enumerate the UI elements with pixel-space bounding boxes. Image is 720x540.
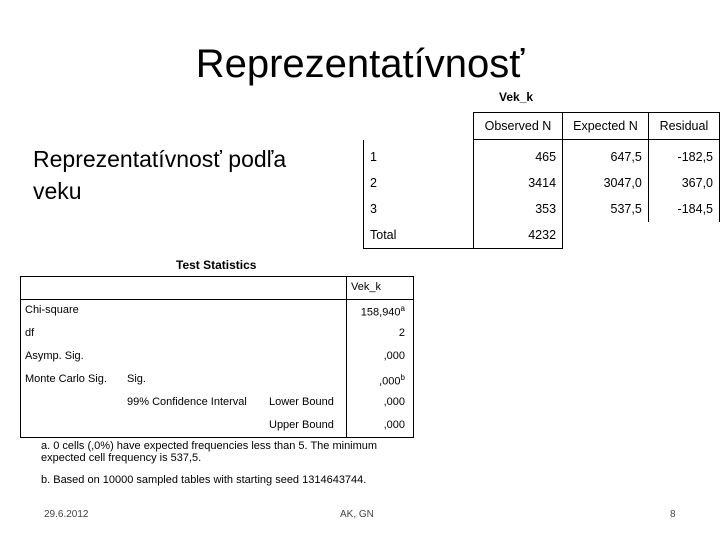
chi-square-value [361,304,405,319]
upper-bound-value: ,000 [383,419,405,431]
chi-square-label: Chi-square [25,304,79,316]
footer-page-number: 8 [670,509,676,520]
header-observed-n: Observed N [473,113,562,140]
table-row [364,170,720,196]
observed-cell: 465 [535,150,557,164]
sig-number: ,000 [379,375,401,388]
lower-bound-label: Lower Bound [269,396,334,408]
sig-label: Sig. [127,373,146,385]
lower-bound-value: ,000 [383,396,405,408]
expected-cell [563,222,649,249]
test-statistics-caption: Test Statistics [176,258,257,272]
ts-column-header: Vek_k [351,281,381,293]
table-row-total [364,222,720,249]
footnote-b: b. Based on 10000 sampled tables with starting seed 1314643744. [41,474,367,486]
header-residual: Residual [648,113,719,140]
header-divider [21,299,413,300]
confidence-interval-label: 99% Confidence Interval [127,396,247,408]
header-expected-n: Expected N [563,113,649,140]
monte-carlo-label: Monte Carlo Sig. [25,373,107,385]
observed-cell: 353 [535,202,557,216]
df-label: df [25,327,35,339]
header-corner [364,113,474,140]
test-statistics-table [20,276,414,438]
chi-square-number: 158,940 [360,306,401,319]
footnote-marker-a: a [400,304,405,313]
column-divider [346,277,347,437]
footer-author: AK, GN [340,509,374,520]
frequency-table-header-row [364,113,720,140]
asymp-sig-label: Asymp. Sig. [25,350,84,362]
table-row [364,140,720,171]
expected-cell: 537,5 [563,196,649,222]
row-label: 1 [364,140,474,171]
residual-cell: -184,5 [648,196,719,222]
asymp-sig-value: ,000 [383,350,405,362]
frequency-table-caption: Vek_k [499,90,534,104]
df-value: 2 [398,327,405,339]
sig-value [379,373,405,388]
footnote-a: a. 0 cells (,0%) have expected frequencies less than 5. The minimum expected cell frequency is 537,5. [41,440,378,464]
slide-title: Reprezentatívnosť [195,42,525,86]
residual-cell [648,222,719,249]
row-label: 2 [364,170,474,196]
footer-date: 29.6.2012 [44,509,89,520]
row-label: Total [364,222,474,249]
residual-cell: 367,0 [648,170,719,196]
frequency-table [363,112,720,249]
upper-bound-label: Upper Bound [269,419,334,431]
footnote-marker-b: b [400,373,405,382]
observed-cell: 3414 [528,176,557,190]
expected-cell: 647,5 [563,140,649,171]
residual-cell: -182,5 [648,140,719,171]
slide-subtitle: Reprezentatívnosť podľa veku [33,146,287,204]
table-row [364,196,720,222]
row-label: 3 [364,196,474,222]
expected-cell: 3047,0 [563,170,649,196]
observed-cell: 4232 [473,222,562,249]
